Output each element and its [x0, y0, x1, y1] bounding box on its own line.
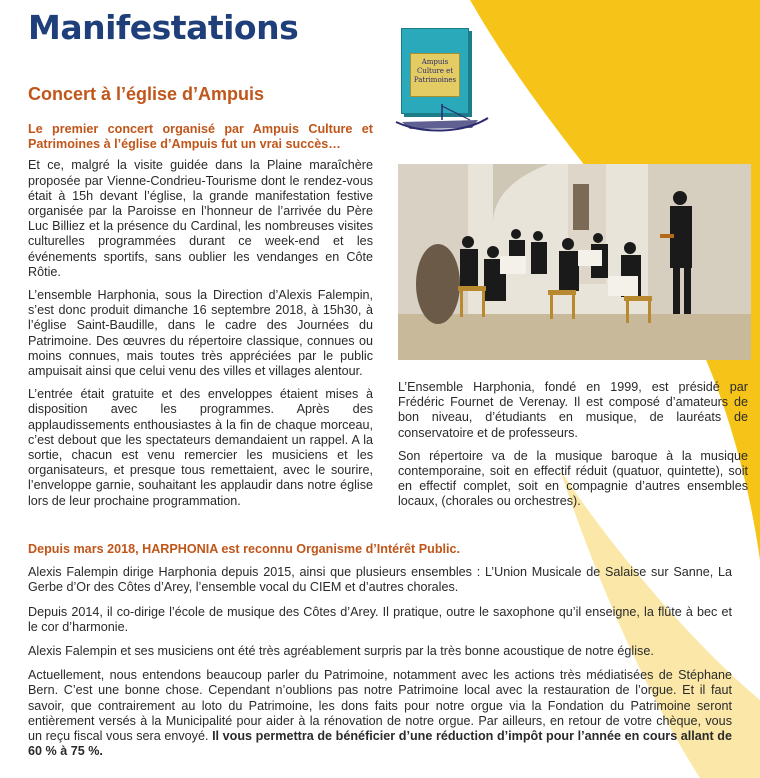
right-column [398, 380, 748, 518]
page-title: Manifestations [28, 8, 299, 47]
lead-paragraph: Le premier concert organisé par Ampuis Culture et Patrimoines à l’église d’Ampuis fut un vrai succès… [28, 122, 373, 152]
paragraph: Et ce, malgré la visite guidée dans la Plaine maraîchère proposée par Vienne-Condrieu-Tourisme dont le rendez-vous était à 15h devant l’église, la grande manifestation festive organisée par la Paroisse en l’honneur de l’arrivée du Père Luc Billiez et la présence du Cardinal, les nombreuses visites culturelles programmées durant ce week-end et les événements sportifs, sans oublier les vendanges en Côte Rôtie. [28, 158, 373, 279]
paragraph [28, 668, 732, 759]
boat-icon [392, 100, 492, 140]
paragraph: Son répertoire va de la musique baroque à la musique contemporaine, soit en effectif réduit (quatuor, quintette), soit en effectif complet, soit en compagnie d’autres ensembles locaux, (chorales ou orchestres). [398, 448, 748, 509]
concert-photo [398, 164, 751, 360]
left-column [28, 122, 373, 517]
logo-line-1: Ampuis [421, 58, 449, 66]
paragraph: L’Ensemble Harphonia, fondé en 1999, est présidé par Frédéric Fournet de Verenay. Il est composé d’amateurs de bon niveau, d’étudiants en musique, de lauréats de conservatoire et de professeurs. [398, 380, 748, 440]
paragraph-text: Actuellement, nous entendons beaucoup parler du Patrimoine, notamment avec les actions très médiatisées de Stéphane Bern. C’est une bonne chose. Cependant n’oublions pas notre Patrimoine local avec la restauration de l’orgue. Et il faut savoir, que contrairement au loto du Patrimoine, les dons faits pour notre orgue via la Fondation du Patrimoine seront entièrement versés à la Municipalité pour aider à la rénovation de notre orgue. Par ailleurs, en retour de votre chèque, vous un reçu fiscal vous sera envoyé. [28, 668, 732, 744]
concert-illustration [398, 164, 751, 360]
tax-reduction-note: Il vous permettra de bénéficier d’une réduction d’impôt pour l’année en cours allant de 60 % à 75 %. [28, 729, 733, 759]
paragraph: Alexis Falempin dirige Harphonia depuis 2015, ainsi que plusieurs ensembles : L’Union Musicale de Salaise sur Sanne, La Gerbe d’Or des Côtes d’Arey, l’ensemble vocal du CIEM et d’autres chorales. [28, 565, 732, 595]
paragraph: L’entrée était gratuite et des enveloppes étaient mises à disposition avec les programmes. Après des applaudissements enthousiastes à la fin de chaque morceau, c’est debout que les spectateurs demandaient un rappel. A la sortie, chacun est venu remercier les musiciens et les organisateurs, et presque tous remettaient, avec le sourire, l’enveloppe garnie, souhaitant les applaudir dans notre église lors de leur prochaine programmation. [28, 387, 373, 508]
logo-label [410, 53, 460, 97]
section-subtitle: Depuis mars 2018, HARPHONIA est reconnu Organisme d’Intérêt Public. [28, 542, 461, 556]
logo-line-2: Culture et [416, 67, 454, 75]
paragraph: L’ensemble Harphonia, sous la Direction d’Alexis Falempin, s’est donc produit dimanche 16 septembre 2018, à 15h30, à l’église Saint-Baudille, dans le cadre des Journées du Patrimoine. Des œuvres du répertoire classique, connues ou moins connues, mais toutes très appréciées par le public ampuisait ainsi que celui venu des villes et villages alentour. [28, 288, 373, 379]
paragraph: Alexis Falempin et ses musiciens ont été très agréablement surpris par la très bonne acoustique de notre église. [28, 644, 654, 659]
paragraph: Depuis 2014, il co-dirige l’école de musique des Côtes d’Arey. Il pratique, outre le saxophone qu’il enseigne, la flûte à bec et le cor d’harmonie. [28, 604, 732, 634]
logo-line-3: Patrimoines [413, 76, 457, 84]
bottom-section [28, 542, 732, 768]
article-title: Concert à l’église d’Ampuis [28, 84, 265, 104]
